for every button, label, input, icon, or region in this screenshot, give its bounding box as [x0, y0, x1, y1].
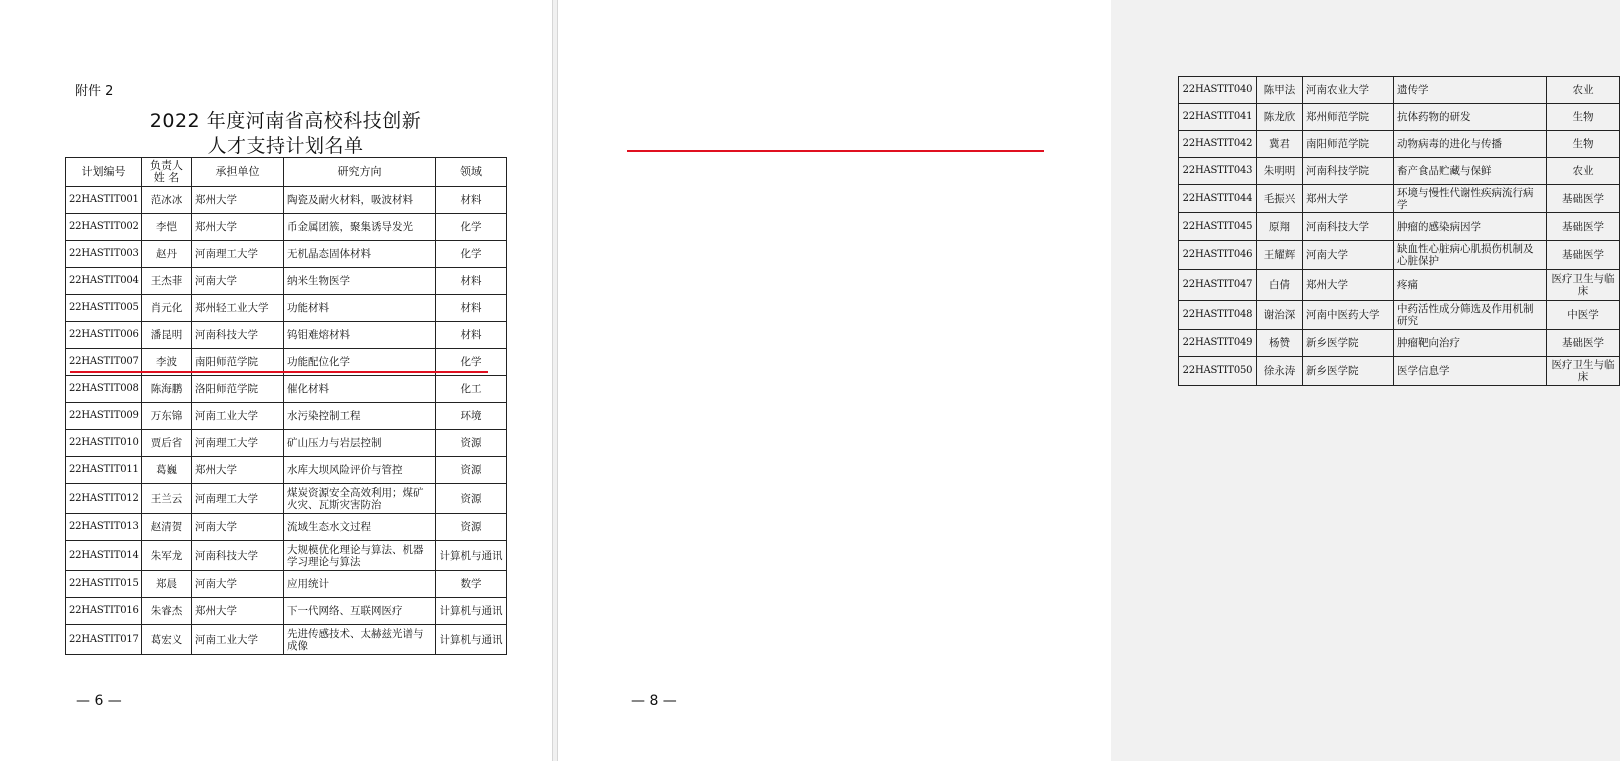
table-row [66, 625, 507, 655]
table-row [1179, 357, 1620, 386]
table-row [1179, 77, 1620, 104]
field-cell: 计算机与通讯 [436, 541, 507, 571]
plan-code-cell: 22HASTIT048 [1179, 301, 1257, 330]
leader-name-cell: 葛宏义 [142, 625, 192, 655]
research-direction-cell: 环境与慢性代谢性疾病流行病学 [1394, 185, 1547, 213]
leader-name-cell: 陈海鹏 [142, 376, 192, 403]
document-title-line2: 人才支持计划名单 [207, 135, 364, 157]
unit-cell: 河南理工大学 [192, 241, 284, 268]
unit-cell: 洛阳师范学院 [192, 376, 284, 403]
plan-code-cell: 22HASTIT041 [1179, 104, 1257, 131]
plan-code-cell: 22HASTIT007 [66, 349, 142, 376]
leader-name-cell: 朱军龙 [142, 541, 192, 571]
attachment-label: 附件 2 [75, 84, 114, 99]
research-direction-cell: 纳米生物医学 [284, 268, 436, 295]
left-document-page [0, 0, 553, 761]
plan-code-cell: 22HASTIT044 [1179, 185, 1257, 213]
leader-name-cell: 王耀辉 [1257, 241, 1303, 270]
table-row [66, 295, 507, 322]
research-direction-cell: 流域生态水文过程 [284, 514, 436, 541]
table-body-left [66, 187, 507, 655]
unit-cell: 河南科技大学 [192, 322, 284, 349]
unit-cell: 郑州大学 [192, 214, 284, 241]
field-cell: 化工 [436, 376, 507, 403]
table-row [66, 376, 507, 403]
research-direction-cell: 畜产食品贮藏与保鲜 [1394, 158, 1547, 185]
unit-cell: 郑州轻工业大学 [192, 295, 284, 322]
field-cell: 化学 [436, 349, 507, 376]
plan-code-cell: 22HASTIT046 [1179, 241, 1257, 270]
header-leader-name: 负责人 姓 名 [142, 158, 192, 187]
research-direction-cell: 煤炭资源安全高效利用；煤矿火灾、瓦斯灾害防治 [284, 484, 436, 514]
table-row [1179, 270, 1620, 301]
table-row [1179, 104, 1620, 131]
header-research-direction: 研究方向 [284, 158, 436, 187]
research-direction-cell: 肿瘤靶向治疗 [1394, 330, 1547, 357]
research-direction-cell: 钨钼难熔材料 [284, 322, 436, 349]
table-row [1179, 131, 1620, 158]
table-row [66, 457, 507, 484]
plan-code-cell: 22HASTIT015 [66, 571, 142, 598]
unit-cell: 河南理工大学 [192, 484, 284, 514]
leader-name-cell: 王兰云 [142, 484, 192, 514]
plan-code-cell: 22HASTIT005 [66, 295, 142, 322]
field-cell: 材料 [436, 187, 507, 214]
table-row [66, 187, 507, 214]
plan-code-cell: 22HASTIT004 [66, 268, 142, 295]
research-direction-cell: 矿山压力与岩层控制 [284, 430, 436, 457]
field-cell: 材料 [436, 295, 507, 322]
unit-cell: 河南科技学院 [1303, 158, 1394, 185]
unit-cell: 南阳师范学院 [1303, 131, 1394, 158]
plan-code-cell: 22HASTIT040 [1179, 77, 1257, 104]
plan-code-cell: 22HASTIT047 [1179, 270, 1257, 301]
header-unit: 承担单位 [192, 158, 284, 187]
document-title-line1: 2022 年度河南省高校科技创新 [149, 110, 422, 132]
field-cell: 化学 [436, 241, 507, 268]
plan-code-cell: 22HASTIT002 [66, 214, 142, 241]
research-direction-cell: 下一代网络、互联网医疗 [284, 598, 436, 625]
table-row [66, 514, 507, 541]
table-body-right [1179, 77, 1620, 386]
field-cell: 基础医学 [1547, 330, 1620, 357]
research-direction-cell: 币金属团簇，聚集诱导发光 [284, 214, 436, 241]
field-cell: 材料 [436, 268, 507, 295]
table-row [66, 268, 507, 295]
table-row [66, 403, 507, 430]
table-row [66, 484, 507, 514]
leader-name-cell: 冀君 [1257, 131, 1303, 158]
highlight-underline [70, 371, 488, 373]
table-row [66, 571, 507, 598]
field-cell: 生物 [1547, 104, 1620, 131]
research-direction-cell: 中药活性成分筛选及作用机制研究 [1394, 301, 1547, 330]
unit-cell: 河南工业大学 [192, 625, 284, 655]
field-cell: 计算机与通讯 [436, 625, 507, 655]
research-direction-cell: 医学信息学 [1394, 357, 1547, 386]
field-cell: 资源 [436, 430, 507, 457]
leader-name-cell: 陈龙欣 [1257, 104, 1303, 131]
leader-name-cell: 朱睿杰 [142, 598, 192, 625]
page-number: — 6 — [76, 693, 122, 709]
talent-list-table-left [65, 157, 507, 655]
leader-name-cell: 潘昆明 [142, 322, 192, 349]
research-direction-cell: 功能材料 [284, 295, 436, 322]
unit-cell: 河南工业大学 [192, 403, 284, 430]
highlight-underline [627, 150, 1044, 152]
unit-cell: 河南农业大学 [1303, 77, 1394, 104]
plan-code-cell: 22HASTIT009 [66, 403, 142, 430]
research-direction-cell: 无机晶态固体材料 [284, 241, 436, 268]
research-direction-cell: 疼痛 [1394, 270, 1547, 301]
leader-name-cell: 李波 [142, 349, 192, 376]
field-cell: 资源 [436, 514, 507, 541]
unit-cell: 河南科技大学 [192, 541, 284, 571]
unit-cell: 郑州大学 [1303, 185, 1394, 213]
field-cell: 资源 [436, 484, 507, 514]
leader-name-cell: 赵丹 [142, 241, 192, 268]
research-direction-cell: 缺血性心脏病心肌损伤机制及心脏保护 [1394, 241, 1547, 270]
field-cell: 环境 [436, 403, 507, 430]
unit-cell: 新乡医学院 [1303, 357, 1394, 386]
table-row [1179, 241, 1620, 270]
leader-name-cell: 杨赞 [1257, 330, 1303, 357]
research-direction-cell: 遗传学 [1394, 77, 1547, 104]
unit-cell: 河南大学 [1303, 241, 1394, 270]
table-row [1179, 330, 1620, 357]
table-row [66, 322, 507, 349]
research-direction-cell: 水污染控制工程 [284, 403, 436, 430]
table-row [1179, 185, 1620, 213]
page-number: — 8 — [631, 693, 677, 709]
leader-name-cell: 葛巍 [142, 457, 192, 484]
table-row [1179, 213, 1620, 241]
research-direction-cell: 催化材料 [284, 376, 436, 403]
research-direction-cell: 大规模优化理论与算法、机器学习理论与算法 [284, 541, 436, 571]
leader-name-cell: 毛振兴 [1257, 185, 1303, 213]
table-row [66, 241, 507, 268]
table-row [66, 541, 507, 571]
unit-cell: 新乡医学院 [1303, 330, 1394, 357]
research-direction-cell: 陶瓷及耐火材料，吸波材料 [284, 187, 436, 214]
research-direction-cell: 肿瘤的感染病因学 [1394, 213, 1547, 241]
plan-code-cell: 22HASTIT043 [1179, 158, 1257, 185]
table-row [66, 214, 507, 241]
field-cell: 基础医学 [1547, 213, 1620, 241]
field-cell: 中医学 [1547, 301, 1620, 330]
plan-code-cell: 22HASTIT003 [66, 241, 142, 268]
plan-code-cell: 22HASTIT011 [66, 457, 142, 484]
field-cell: 农业 [1547, 158, 1620, 185]
field-cell: 基础医学 [1547, 185, 1620, 213]
plan-code-cell: 22HASTIT001 [66, 187, 142, 214]
plan-code-cell: 22HASTIT013 [66, 514, 142, 541]
field-cell: 材料 [436, 322, 507, 349]
field-cell: 生物 [1547, 131, 1620, 158]
leader-name-cell: 王杰菲 [142, 268, 192, 295]
unit-cell: 河南大学 [192, 514, 284, 541]
plan-code-cell: 22HASTIT017 [66, 625, 142, 655]
research-direction-cell: 应用统计 [284, 571, 436, 598]
research-direction-cell: 动物病毒的进化与传播 [1394, 131, 1547, 158]
unit-cell: 郑州大学 [192, 187, 284, 214]
talent-list-table-right [1178, 76, 1620, 386]
unit-cell: 郑州师范学院 [1303, 104, 1394, 131]
plan-code-cell: 22HASTIT016 [66, 598, 142, 625]
unit-cell: 河南科技大学 [1303, 213, 1394, 241]
field-cell: 资源 [436, 457, 507, 484]
unit-cell: 郑州大学 [192, 457, 284, 484]
plan-code-cell: 22HASTIT010 [66, 430, 142, 457]
unit-cell: 河南大学 [192, 571, 284, 598]
field-cell: 农业 [1547, 77, 1620, 104]
unit-cell: 河南大学 [192, 268, 284, 295]
plan-code-cell: 22HASTIT006 [66, 322, 142, 349]
leader-name-cell: 陈甲法 [1257, 77, 1303, 104]
research-direction-cell: 功能配位化学 [284, 349, 436, 376]
field-cell: 医疗卫生与临床 [1547, 357, 1620, 386]
unit-cell: 郑州大学 [192, 598, 284, 625]
unit-cell: 郑州大学 [1303, 270, 1394, 301]
table-header-row [66, 158, 507, 187]
plan-code-cell: 22HASTIT012 [66, 484, 142, 514]
header-plan-code: 计划编号 [66, 158, 142, 187]
table-row [1179, 158, 1620, 185]
plan-code-cell: 22HASTIT014 [66, 541, 142, 571]
table-row [1179, 301, 1620, 330]
field-cell: 计算机与通讯 [436, 598, 507, 625]
leader-name-cell: 原翔 [1257, 213, 1303, 241]
unit-cell: 河南理工大学 [192, 430, 284, 457]
field-cell: 化学 [436, 214, 507, 241]
leader-name-cell: 贾后省 [142, 430, 192, 457]
leader-name-cell: 郑晨 [142, 571, 192, 598]
plan-code-cell: 22HASTIT008 [66, 376, 142, 403]
plan-code-cell: 22HASTIT050 [1179, 357, 1257, 386]
plan-code-cell: 22HASTIT042 [1179, 131, 1257, 158]
field-cell: 基础医学 [1547, 241, 1620, 270]
field-cell: 数学 [436, 571, 507, 598]
leader-name-cell: 范冰冰 [142, 187, 192, 214]
header-field: 领域 [436, 158, 507, 187]
leader-name-cell: 赵清贺 [142, 514, 192, 541]
research-direction-cell: 水库大坝风险评价与管控 [284, 457, 436, 484]
unit-cell: 河南中医药大学 [1303, 301, 1394, 330]
leader-name-cell: 白倩 [1257, 270, 1303, 301]
leader-name-cell: 万东锦 [142, 403, 192, 430]
leader-name-cell: 徐永涛 [1257, 357, 1303, 386]
field-cell: 医疗卫生与临床 [1547, 270, 1620, 301]
leader-name-cell: 谢治深 [1257, 301, 1303, 330]
leader-name-cell: 李恺 [142, 214, 192, 241]
leader-name-cell: 朱明明 [1257, 158, 1303, 185]
unit-cell: 南阳师范学院 [192, 349, 284, 376]
plan-code-cell: 22HASTIT049 [1179, 330, 1257, 357]
table-row [66, 430, 507, 457]
research-direction-cell: 先进传感技术、太赫兹光谱与成像 [284, 625, 436, 655]
leader-name-cell: 肖元化 [142, 295, 192, 322]
table-row [66, 598, 507, 625]
right-document-page [557, 0, 1615, 761]
plan-code-cell: 22HASTIT045 [1179, 213, 1257, 241]
research-direction-cell: 抗体药物的研发 [1394, 104, 1547, 131]
